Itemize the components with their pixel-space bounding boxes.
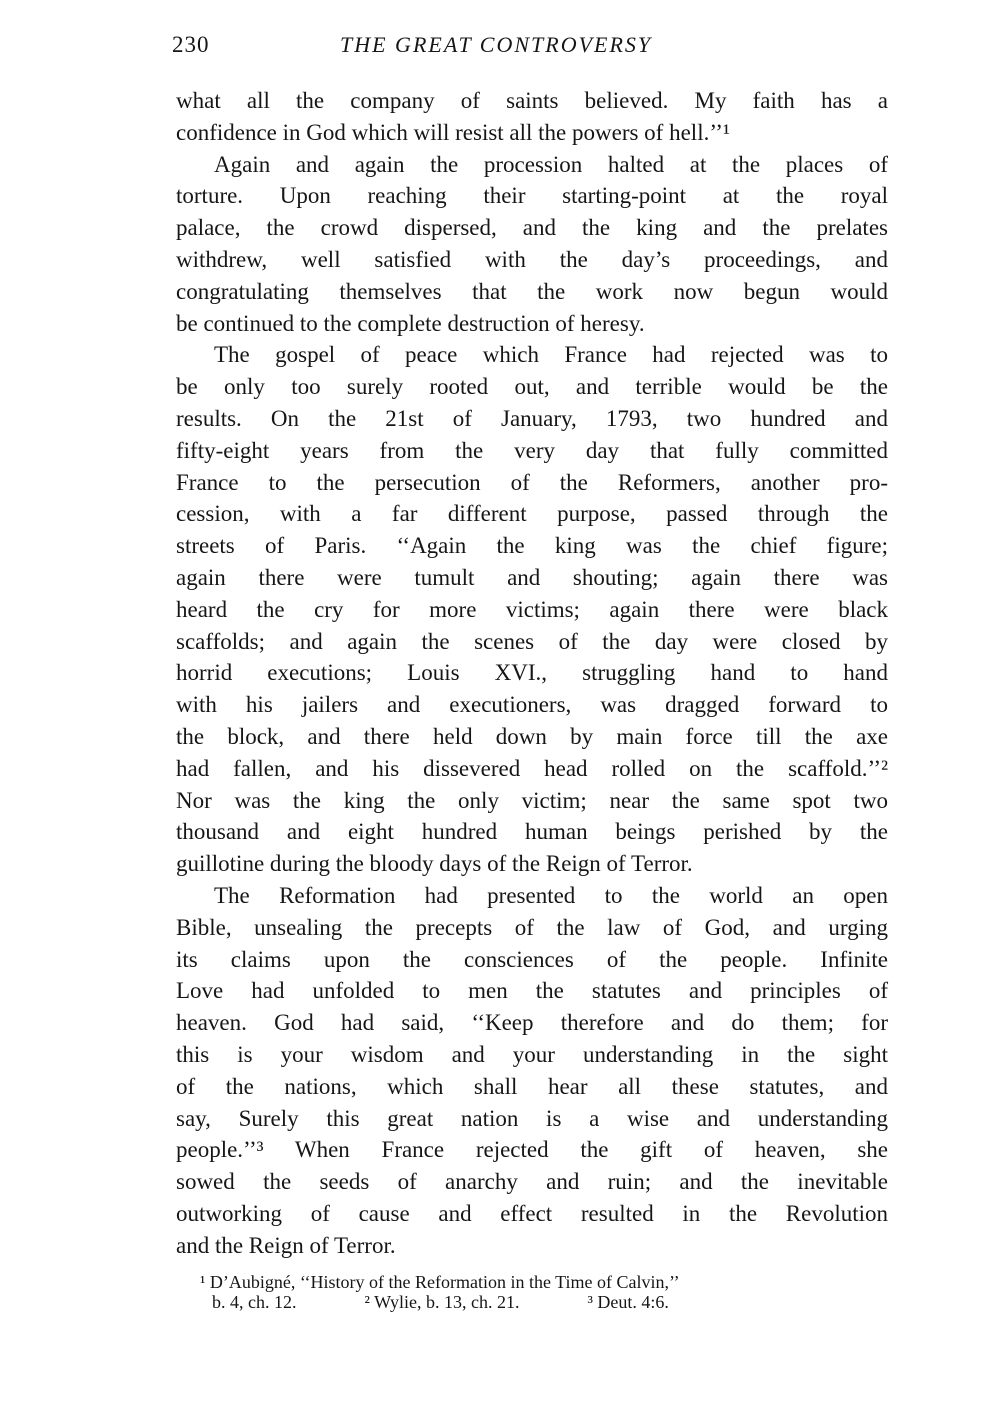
paragraph — [176, 85, 888, 149]
text-line: thousand and eight hundred human beings perished by the — [176, 819, 888, 845]
text-line: horrid executions; Louis XVI., struggling hand to hand — [176, 660, 888, 686]
text-line: of the nations, which shall hear all these statutes, and — [176, 1073, 888, 1099]
text-line: had fallen, and his dissevered head rolled on the scaffold.’’² — [176, 755, 888, 781]
text-line: withdrew, well satisfied with the day’s proceedings, and — [176, 246, 888, 272]
text-line: again there were tumult and shouting; again there was — [176, 564, 888, 590]
paragraph — [176, 880, 888, 1262]
text-line: say, Surely this great nation is a wise and understanding — [176, 1105, 888, 1131]
page-number: 230 — [172, 32, 210, 57]
text-line: sowed the seeds of anarchy and ruin; and the inevitable — [176, 1169, 888, 1195]
text-line: this is your wisdom and your understanding in the sight — [176, 1041, 888, 1067]
text-line: Nor was the king the only victim; near the same spot two — [176, 787, 888, 813]
footnote-line — [200, 1292, 890, 1312]
text-line: France to the persecution of the Reformers, another pro- — [176, 469, 888, 495]
text-line: confidence in God which will resist all the powers of hell.’’¹ — [176, 119, 730, 145]
text-line: heaven. God had said, ‘‘Keep therefore and do them; for — [176, 1010, 888, 1036]
text-line: fifty-eight years from the very day that fully committed — [176, 437, 888, 463]
footnotes — [200, 1272, 890, 1312]
text-line: outworking of cause and effect resulted in the Revolution — [176, 1200, 888, 1226]
text-line: its claims upon the consciences of the people. Infinite — [176, 946, 888, 972]
paragraph — [176, 339, 888, 880]
text-line: results. On the 21st of January, 1793, two hundred and — [176, 405, 888, 431]
paragraph — [176, 149, 888, 340]
footnote-ref: b. 4, ch. 12. — [212, 1292, 297, 1312]
text-line: what all the company of saints believed. My faith has a — [176, 88, 888, 113]
text-line: heard the cry for more victims; again there were black — [176, 596, 888, 622]
text-line: The Reformation had presented to the world an open — [214, 882, 888, 908]
running-title: THE GREAT CONTROVERSY — [340, 32, 653, 57]
text-line: people.’’³ When France rejected the gift of heaven, she — [176, 1137, 888, 1163]
text-line: cession, with a far different purpose, passed through the — [176, 501, 888, 527]
footnote-line: ¹ D’Aubigné, ‘‘History of the Reformation in the Time of Calvin,’’ — [200, 1272, 680, 1292]
body-text — [176, 85, 888, 1261]
text-line: Again and again the procession halted at the places of — [214, 151, 888, 177]
text-line: the block, and there held down by main force till the axe — [176, 723, 888, 749]
text-line: torture. Upon reaching their starting-point at the royal — [176, 183, 888, 209]
text-line: Love had unfolded to men the statutes and principles of — [176, 978, 888, 1004]
footnote-ref: ³ Deut. 4:6. — [587, 1292, 669, 1312]
text-line: be only too surely rooted out, and terrible would be the — [176, 374, 888, 400]
footnote-ref: ² Wylie, b. 13, ch. 21. — [364, 1292, 520, 1312]
text-line: palace, the crowd dispersed, and the king and the prelates — [176, 215, 888, 241]
text-line: congratulating themselves that the work now begun would — [176, 278, 888, 304]
text-line: with his jailers and executioners, was dragged forward to — [176, 692, 888, 718]
text-line: be continued to the complete destruction of heresy. — [176, 310, 645, 336]
running-head — [172, 32, 884, 66]
text-line: streets of Paris. ‘‘Again the king was the chief figure; — [176, 533, 888, 559]
text-line: scaffolds; and again the scenes of the day were closed by — [176, 628, 888, 654]
text-line: and the Reign of Terror. — [176, 1232, 396, 1258]
text-line: guillotine during the bloody days of the Reign of Terror. — [176, 851, 693, 877]
text-line: The gospel of peace which France had rejected was to — [214, 342, 888, 368]
text-line: Bible, unsealing the precepts of the law of God, and urging — [176, 914, 888, 940]
